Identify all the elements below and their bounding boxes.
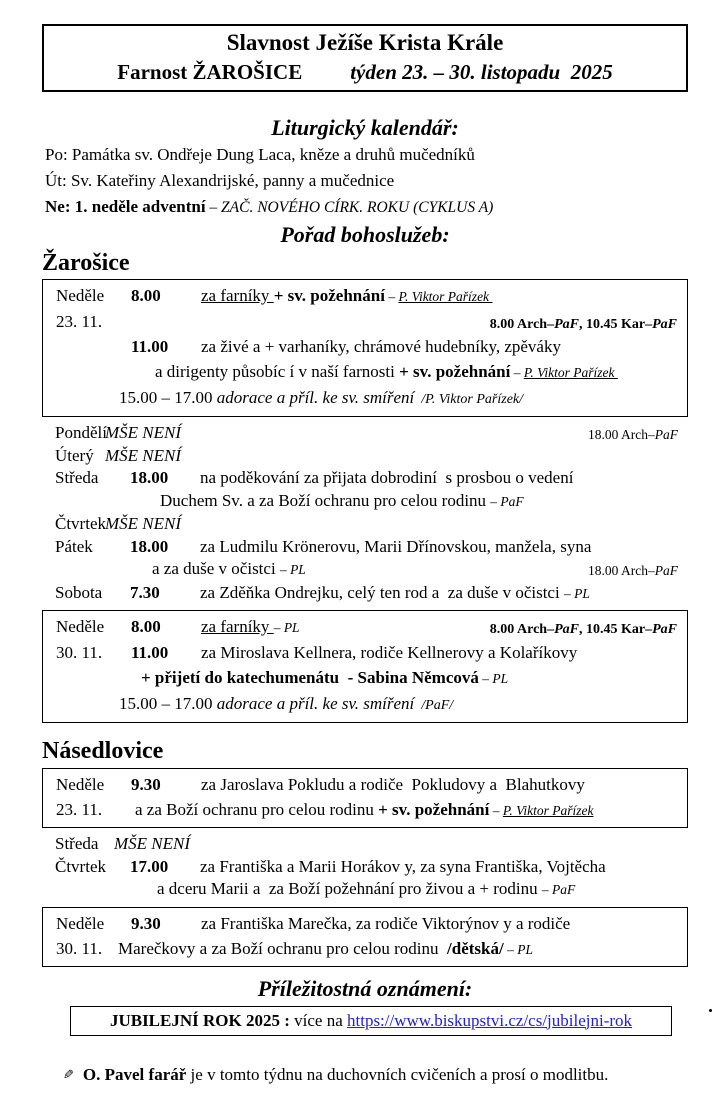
schedule-section-zarosice	[42, 249, 688, 723]
day-label: Neděle	[56, 775, 105, 794]
header-box	[42, 24, 688, 92]
day-label: Středa	[55, 468, 99, 487]
section-blocks	[42, 768, 688, 967]
text-segment: –	[489, 803, 503, 818]
text-segment: /P. Viktor Pařízek/	[414, 392, 524, 407]
jubilee-box	[70, 1006, 672, 1036]
row-body	[105, 513, 688, 536]
text-segment: 15.00 – 17.00	[119, 388, 217, 407]
row-right-annotation	[490, 310, 677, 337]
text-segment: Út: Sv. Kateřiny Alexandrijské, panny a mučednice	[45, 171, 395, 190]
text-segment: za farníky	[201, 286, 274, 305]
text-segment: – ZAČ. NOVÉHO CÍRK. ROKU (CYKLUS A)	[205, 199, 494, 216]
text-segment: Marečkovy a za Boží ochranu pro celou rodinu	[118, 938, 448, 958]
text-segment: MŠE NENÍ	[105, 514, 182, 533]
time-label: 18.00	[130, 536, 169, 556]
schedule-plain-rows	[42, 831, 688, 904]
row-body	[118, 936, 687, 962]
row-body	[160, 490, 688, 514]
schedule-row	[43, 640, 687, 665]
row-body	[105, 445, 688, 468]
text-segment: více na	[289, 1010, 347, 1030]
text-segment: Ne: 1. neděle adventní	[45, 197, 206, 216]
pencil-icon: ✎	[63, 1066, 74, 1082]
text-segment: PaF	[652, 622, 677, 637]
schedule-row	[43, 691, 687, 718]
time-label: 8.00	[131, 286, 161, 305]
schedule-row	[43, 385, 687, 412]
text-segment: za Františka Marečka, za rodiče Viktorýnov y a rodiče	[201, 913, 571, 933]
text-segment: 18.00 Arch–	[588, 427, 655, 442]
time-label: 9.30	[131, 775, 161, 794]
section-blocks	[42, 279, 688, 723]
text-segment: + sv. požehnání	[399, 362, 511, 381]
row-body	[135, 797, 687, 823]
text-segment: + sv. požehnání	[378, 800, 490, 819]
text-segment: 18.00 Arch–	[588, 563, 655, 578]
text-segment: P. Viktor Pařízek	[523, 365, 618, 380]
text-segment: Po: Památka sv. Ondřeje Dung Laca, kněze a druhů mučedníků	[45, 145, 475, 164]
text-segment: , 10.45 Kar–	[579, 317, 653, 332]
time-label: 18.00	[130, 468, 169, 487]
time-label: 7.30	[130, 582, 160, 602]
day-label: Čtvrtek	[55, 514, 106, 533]
text-segment: a za duše v očistci	[152, 559, 280, 578]
row-body	[201, 772, 687, 797]
week-range: týden 23. – 30. listopadu 2025	[350, 60, 613, 84]
announcements-heading: Příležitostná oznámení:	[257, 975, 473, 1001]
text-segment: PaF	[554, 317, 579, 332]
pastor-note	[42, 1039, 688, 1112]
text-segment: PaF	[652, 317, 677, 332]
row-body	[200, 856, 688, 879]
text-segment: PaF	[654, 563, 678, 578]
time-label: 9.30	[131, 913, 161, 933]
text-segment: – PL	[503, 941, 533, 957]
text-segment: za Františka a Marii Horákov y, za syna Františka, Vojtěcha	[200, 856, 606, 876]
schedule-row	[43, 665, 687, 691]
subtitle-row	[50, 58, 680, 86]
schedule-row	[43, 283, 687, 309]
schedule-row	[43, 359, 687, 385]
schedule-row	[42, 513, 688, 536]
schedule-row	[43, 309, 687, 334]
text-segment: O. Pavel farář	[82, 1064, 187, 1084]
row-body	[200, 467, 688, 490]
row-body	[201, 334, 687, 359]
schedule-row	[42, 467, 688, 490]
text-segment: adorace a příl. ke sv. smíření	[216, 694, 415, 713]
schedule-section-nasedlovice	[42, 737, 688, 967]
time-label: 17.00	[130, 856, 169, 876]
schedule-row	[43, 772, 687, 797]
text-segment: za Jaroslava Pokludu a rodiče Pokludovy a Blahutkovy	[201, 775, 585, 794]
day-label: Pondělí	[55, 423, 107, 442]
text-segment: za farníky	[201, 617, 274, 636]
text-segment: za Miroslava Kellnera, rodiče Kellnerovy a Kolaříkovy	[201, 643, 578, 662]
row-body	[201, 283, 687, 309]
time-label: 11.00	[131, 337, 169, 356]
row-body	[200, 582, 688, 606]
text-segment: – PL	[478, 671, 509, 686]
row-right-annotation	[588, 559, 678, 583]
text-segment: –	[510, 365, 524, 380]
text-segment: JUBILEJNÍ ROK 2025 :	[109, 1010, 290, 1030]
text-segment: a za Boží ochranu pro celou rodinu	[135, 800, 379, 819]
text-segment: P. Viktor Pařízek	[398, 289, 493, 304]
day-label: Neděle	[56, 913, 105, 933]
text-segment: –	[384, 289, 399, 304]
text-segment: – PaF	[490, 493, 524, 509]
text-segment: MŠE NENÍ	[105, 423, 182, 442]
schedule-row	[42, 582, 688, 606]
schedule-row	[42, 856, 688, 879]
schedule-row	[43, 911, 687, 936]
time-label: 11.00	[131, 643, 169, 662]
text-segment: a dceru Marii a za Boží požehnání pro živou a + rodinu	[157, 879, 542, 898]
text-segment: 8.00 Arch–	[489, 622, 555, 637]
text-segment: – PL	[273, 620, 300, 635]
text-segment: 15.00 – 17.00	[119, 694, 217, 713]
section-title: Násedlovice	[42, 738, 164, 764]
day-label: Středa	[55, 834, 99, 853]
day-label: 30. 11.	[56, 938, 103, 958]
schedule-row	[42, 490, 688, 514]
text-segment: PaF	[554, 622, 579, 637]
text-segment: za živé a + varhaníky, chrámové hudebníky, zpěváky	[201, 337, 561, 356]
liturgical-line-tuesday	[42, 168, 688, 194]
day-label: 30. 11.	[56, 643, 103, 662]
section-title: Žarošice	[42, 250, 130, 276]
day-label: Neděle	[56, 617, 105, 636]
schedule-row	[43, 614, 687, 640]
day-label: Pátek	[55, 536, 93, 556]
schedule-row	[42, 536, 688, 559]
day-label: 23. 11.	[56, 800, 103, 819]
text-segment: MŠE NENÍ	[114, 834, 191, 853]
pastor-note-text	[83, 1065, 608, 1084]
schedule-row	[42, 878, 688, 902]
text-segment: MŠE NENÍ	[105, 445, 182, 465]
row-body	[141, 665, 687, 691]
page-end-dot	[709, 1009, 712, 1012]
row-body	[119, 691, 687, 718]
text-segment: , 10.45 Kar–	[579, 622, 653, 637]
parish-name: Farnost ŽAROŠICE	[117, 60, 303, 84]
schedule-row	[42, 833, 688, 856]
row-right-annotation	[588, 423, 678, 447]
text-segment: 8.00 Arch–	[489, 317, 555, 332]
text-segment: – PaF	[541, 882, 576, 897]
schedule-row	[43, 936, 687, 962]
row-body	[114, 833, 688, 856]
day-label: 23. 11.	[56, 312, 103, 331]
time-label: 8.00	[131, 617, 161, 636]
text-segment: na poděkování za přijata dobrodiní s prosbou o vedení	[200, 468, 574, 487]
text-segment: + přijetí do katechumenátu - Sabina Němcová	[141, 668, 479, 687]
text-segment: a dirigenty působíc í v naší farnosti	[155, 362, 400, 381]
jubilee-link[interactable]: https://www.biskupstvi.cz/cs/jubilejni-rok	[347, 1010, 633, 1030]
day-label: Neděle	[56, 286, 105, 305]
mass-schedule-heading: Pořad bohoslužeb:	[280, 222, 450, 247]
text-segment: /PaF/	[414, 698, 454, 713]
row-body	[201, 640, 687, 665]
row-body	[155, 359, 687, 385]
text-segment: Duchem Sv. a za Boží ochranu pro celou rodinu	[160, 490, 491, 510]
day-label: Úterý	[55, 445, 94, 465]
schedule-box	[42, 279, 688, 417]
schedule-plain-rows	[42, 420, 688, 607]
row-body	[200, 536, 688, 559]
day-label: Čtvrtek	[55, 856, 106, 876]
schedule-row	[43, 334, 687, 359]
row-right-annotation	[490, 615, 677, 642]
schedule-row	[42, 422, 688, 445]
text-segment: – PL	[279, 562, 306, 577]
row-body	[201, 911, 687, 936]
liturgical-calendar-heading: Liturgický kalendář:	[271, 115, 459, 140]
schedule-box	[42, 610, 688, 723]
text-segment: P. Viktor Pařízek	[502, 803, 594, 818]
text-segment: PaF	[654, 427, 678, 442]
schedule-box	[42, 768, 688, 828]
schedule-box	[42, 907, 688, 967]
schedule-row	[42, 445, 688, 468]
text-segment: za Zděňka Ondrejku, celý ten rod a za duše v očistci	[200, 582, 564, 602]
text-segment: /dětská/	[447, 938, 504, 958]
row-body	[119, 385, 687, 412]
text-segment: – PL	[563, 585, 590, 601]
schedule-row	[43, 797, 687, 823]
row-body	[157, 878, 688, 902]
text-segment: je v tomto týdnu na duchovních cvičeních a prosí o modlitbu.	[186, 1064, 609, 1084]
liturgical-line-monday	[42, 142, 688, 168]
text-segment: za Ludmilu Krönerovu, Marii Dřínovskou, manžela, syna	[200, 536, 592, 556]
liturgical-line-sunday	[42, 194, 688, 221]
day-label: Sobota	[55, 582, 103, 602]
text-segment: adorace a příl. ke sv. smíření	[216, 388, 415, 407]
text-segment: + sv. požehnání	[273, 286, 385, 305]
schedule-row	[42, 558, 688, 582]
page-title: Slavnost Ježíše Krista Krále	[226, 30, 504, 55]
